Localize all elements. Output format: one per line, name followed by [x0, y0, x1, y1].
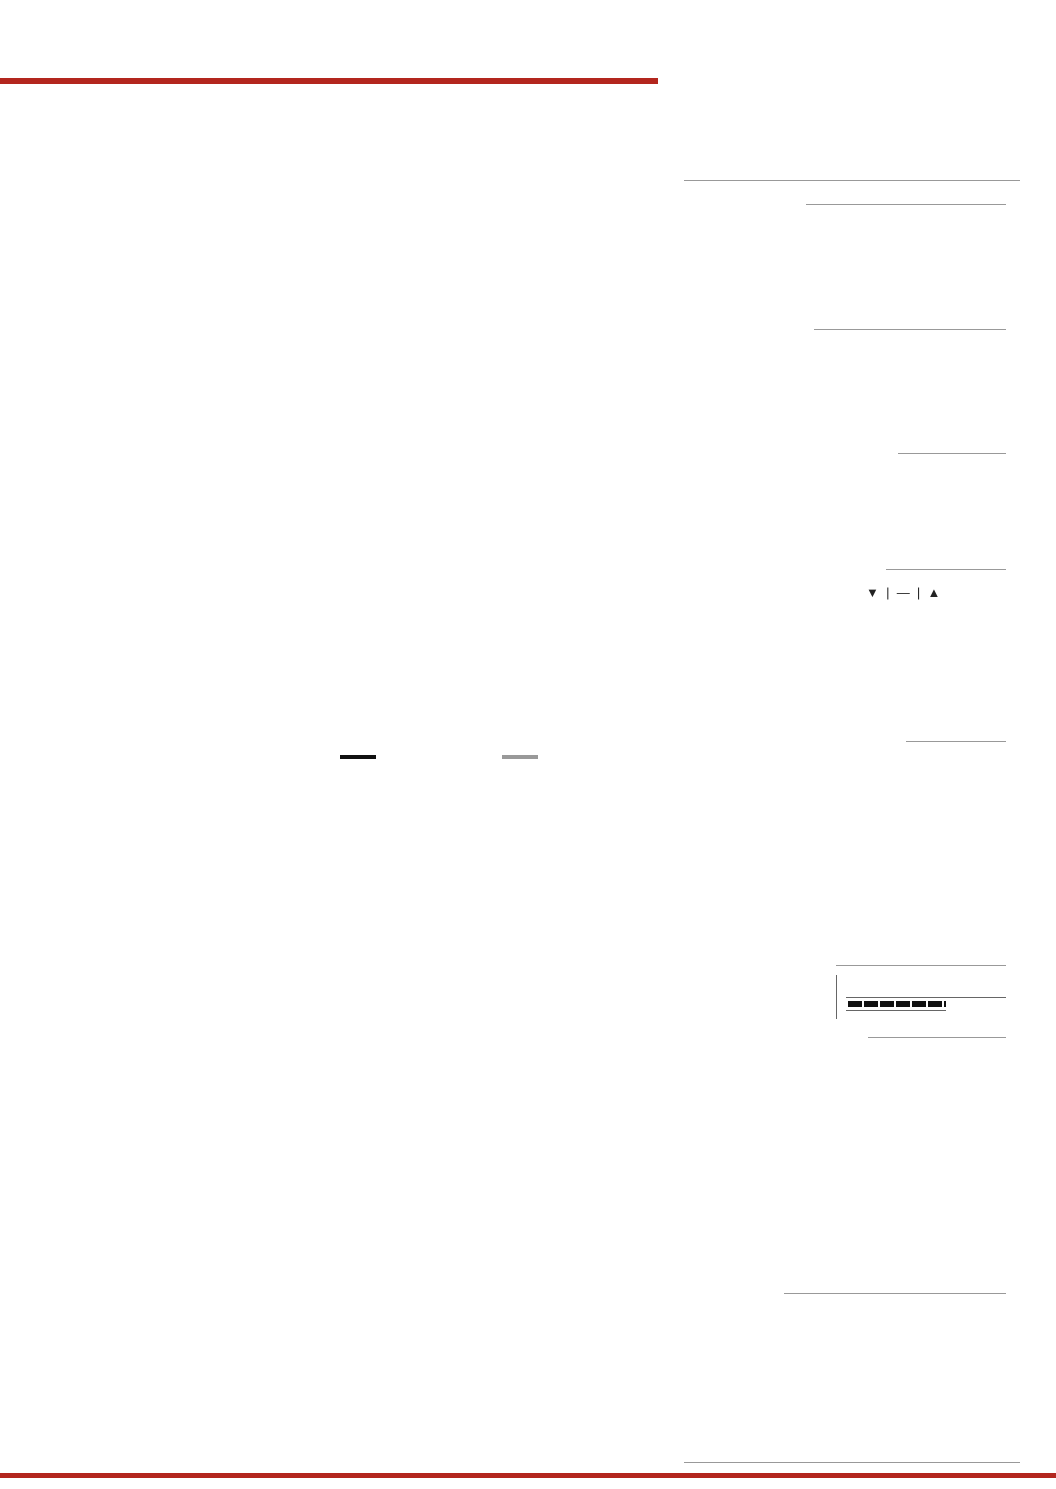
ecw-block: [30, 1090, 658, 1165]
research-rule: [868, 1037, 1006, 1038]
sla-block: [30, 767, 658, 1042]
mfa-block: [30, 402, 658, 552]
balance-rule: [898, 453, 1006, 454]
circ-rule: [906, 741, 1006, 742]
score-rule: [806, 204, 1006, 205]
vfl-bottom-line: [846, 1010, 946, 1011]
sla-legend-current: [502, 749, 538, 764]
vfl-rule: [836, 965, 1006, 966]
right-top-rule: [684, 180, 1020, 181]
weight-control-rule: [814, 329, 1006, 330]
oa-block: [30, 606, 658, 718]
bca-table: [30, 182, 658, 350]
vfl-divider: [836, 975, 837, 1019]
impedance-rule: [784, 1293, 1006, 1294]
sla-legend-ideal: [340, 749, 376, 764]
footer-rule: [0, 1473, 1056, 1478]
vfl-scale-line: [846, 997, 1006, 998]
history-block: [30, 1224, 658, 1464]
right-bottom-rule: [684, 1462, 1020, 1463]
vfl-bar: [848, 1001, 946, 1007]
seg-fat-symbols: ▼ | — | ▲: [866, 585, 941, 600]
brand-rule: [0, 78, 658, 84]
seg-fat-rule: [886, 569, 1006, 570]
legend-current-swatch: [502, 755, 538, 759]
legend-ideal-swatch: [340, 755, 376, 759]
